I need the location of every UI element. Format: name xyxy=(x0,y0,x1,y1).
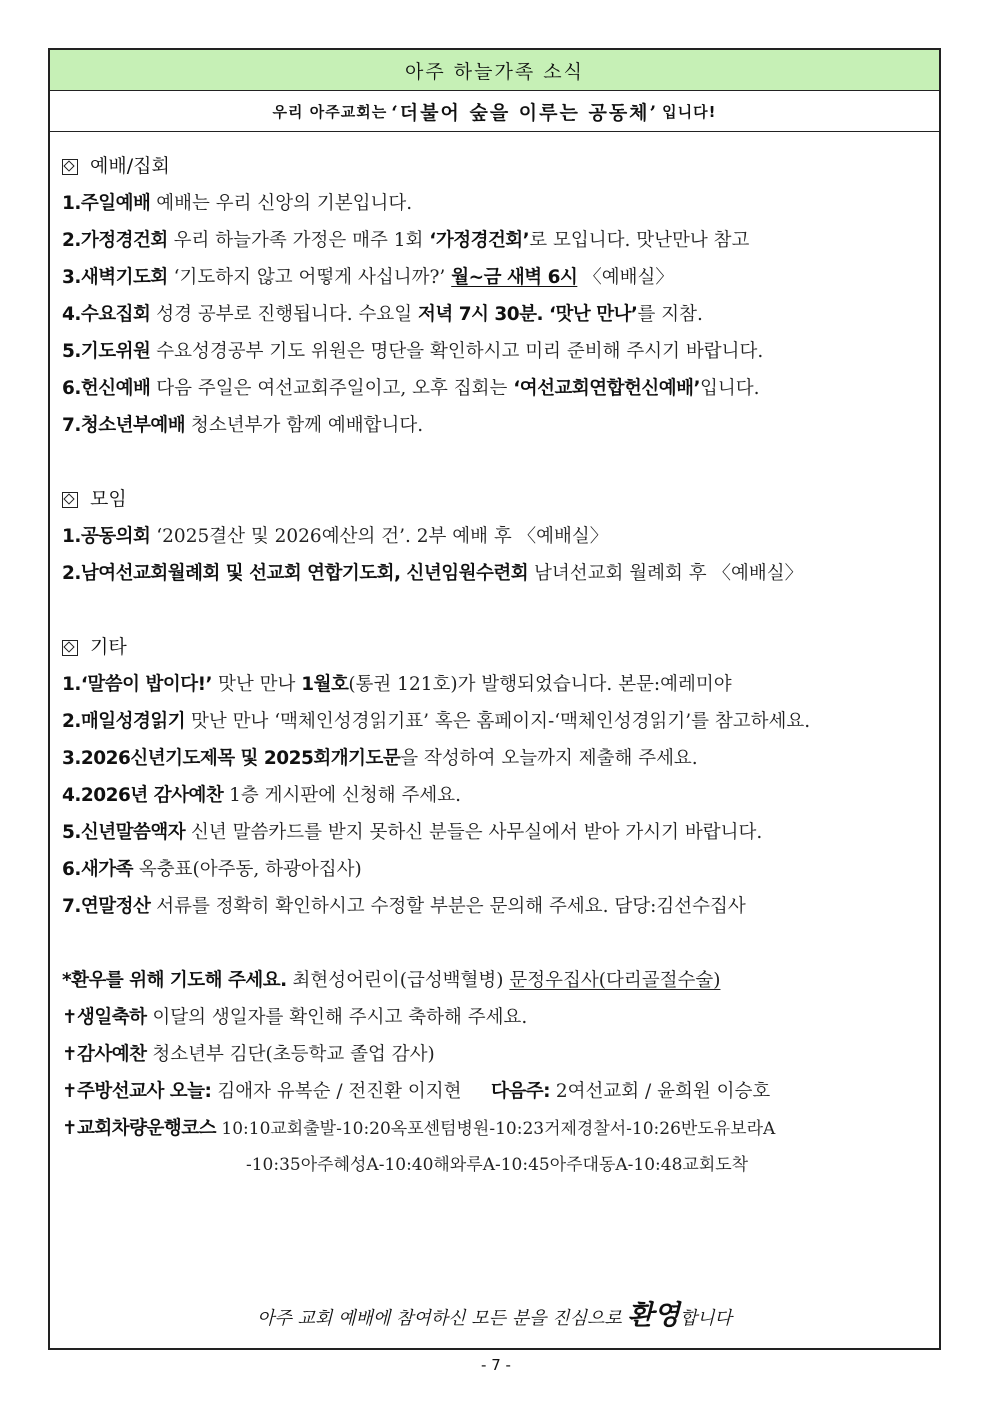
worship-heading: 예배/집회 xyxy=(62,148,929,185)
welcome-footer: 아주 교회 예배에 참여하신 모든 분을 진심으로 환영합니다 xyxy=(257,1300,732,1331)
bus-route-line-1: ✝교회차량운행코스 10:10교회출발-10:20옥포센텀병원-10:23거제경찰서-10:26반도유보라A xyxy=(62,1118,776,1139)
etc-item-2: 2.매일성경읽기 맛난 만나 ‘맥체인성경읽기표’ 혹은 홈페이지-‘맥체인성경읽기’를 참고하세요. xyxy=(62,711,811,732)
worship-item-1: 1.주일예배 예배는 우리 신앙의 기본입니다. xyxy=(62,193,413,214)
page-number: - 7 - xyxy=(481,1356,511,1374)
worship-item-7: 7.청소년부예배 청소년부가 함께 예배합니다. xyxy=(62,415,424,436)
diamond-square-icon xyxy=(62,159,78,175)
etc-item-5: 5.신년말씀액자 신년 말씀카드를 받지 못하신 분들은 사무실에서 받아 가시기 바랍니다. xyxy=(62,822,763,843)
etc-item-4: 4.2026년 감사예찬 1층 게시판에 신청해 주세요. xyxy=(62,785,461,806)
meeting-item-1: 1.공동의회 ‘2025결산 및 2026예산의 건’. 2부 예배 후 〈예배실〉 xyxy=(62,526,609,547)
kitchen-duty: ✝주방선교사 오늘: 김애자 유복순 / 전진환 이지현 다음주: 2여선교회 / 윤희원 이승호 xyxy=(62,1081,771,1102)
bus-route-line-2: -10:35아주혜성A-10:40해와루A-10:45아주대동A-10:48교회도착 xyxy=(246,1155,749,1175)
page-title: 아주 하늘가족 소식 xyxy=(405,60,584,83)
etc-item-6: 6.새가족 옥충표(아주동, 하광아집사) xyxy=(62,859,362,880)
motto-emphasis: ‘더불어 숲을 이루는 공동체’ xyxy=(391,101,659,124)
etc-heading: 기타 xyxy=(62,629,929,666)
etc-item-3: 3.2026신년기도제목 및 2025회개기도문을 작성하여 오늘까지 제출해 주세요. xyxy=(62,748,698,769)
diamond-square-icon xyxy=(62,492,78,508)
diamond-square-icon xyxy=(62,640,78,656)
worship-item-4: 4.수요집회 성경 공부로 진행됩니다. 수요일 저녁 7시 30분. ‘맛난 만나’를 지참. xyxy=(62,304,703,325)
meeting-item-2: 2.남여선교회월례회 및 선교회 연합기도회, 신년임원수련회 남녀선교회 월례회 후 〈예배실〉 xyxy=(62,563,804,584)
bulletin-content xyxy=(62,148,929,1184)
thanks-notice: ✝감사예찬 청소년부 김단(초등학교 졸업 감사) xyxy=(62,1044,435,1065)
meeting-heading: 모임 xyxy=(62,481,929,518)
motto-bar xyxy=(50,91,939,132)
prayer-request: *환우를 위해 기도해 주세요. 최현성어린이(급성백혈병) 문정우집사(다리골절수술) xyxy=(62,970,721,991)
worship-item-6: 6.헌신예배 다음 주일은 여선교회주일이고, 오후 집회는 ‘여선교회연합헌신예배’입니다. xyxy=(62,378,760,399)
etc-item-7: 7.연말정산 서류를 정확히 확인하시고 수정할 부분은 문의해 주세요. 담당:김선수집사 xyxy=(62,896,746,917)
etc-item-1: 1.‘말씀이 밥이다!’ 맛난 만나 1월호(통권 121호)가 발행되었습니다. 본문:예레미야 xyxy=(62,674,732,695)
motto-post: 입니다! xyxy=(662,102,717,121)
bulletin-frame xyxy=(48,48,941,1350)
motto-pre: 우리 아주교회는 xyxy=(272,102,388,121)
worship-item-2: 2.가정경건회 우리 하늘가족 가정은 매주 1회 ‘가정경건회’로 모입니다. 맛난만나 참고 xyxy=(62,230,750,251)
worship-item-5: 5.기도위원 수요성경공부 기도 위원은 명단을 확인하시고 미리 준비해 주시기 바랍니다. xyxy=(62,341,764,362)
worship-item-3: 3.새벽기도회 ‘기도하지 않고 어떻게 사십니까?’ 월~금 새벽 6시 〈예배실〉 xyxy=(62,267,674,288)
section-title-bar xyxy=(50,50,939,91)
birthday-notice: ✝생일축하 이달의 생일자를 확인해 주시고 축하해 주세요. xyxy=(62,1007,528,1028)
